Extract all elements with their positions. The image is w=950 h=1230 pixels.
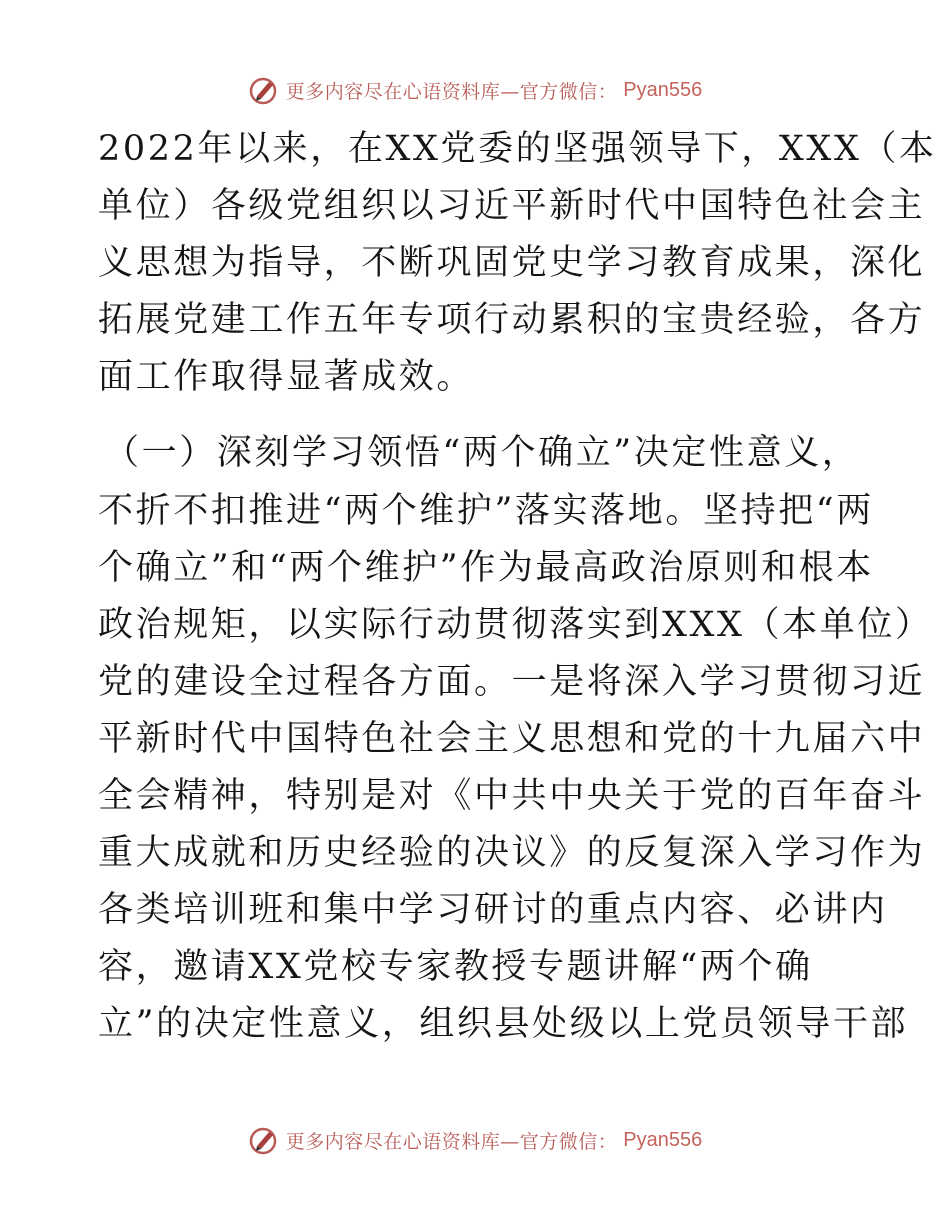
text-line: 拓展党建工作五年专项行动累积的宝贵经验，各方 [98, 300, 926, 340]
text-line: 立”的决定性意义，组织县处级以上党员领导干部 [98, 1004, 909, 1044]
text-line: 容，邀请XX党校专家教授专题讲解“两个确 [98, 947, 813, 987]
watermark-banner-top [0, 70, 950, 110]
text-line: 个确立”和“两个维护”作为最高政治原则和根本 [98, 548, 874, 588]
pen-logo-icon [248, 74, 280, 106]
text-line: 全会精神，特别是对《中共中央关于党的百年奋斗 [98, 776, 926, 816]
watermark-banner-bottom [0, 1120, 950, 1160]
watermark-text: 更多内容尽在心语资料库—官方微信： [285, 1130, 618, 1153]
watermark-wechat-id: Pyan556 [623, 78, 703, 101]
text-line: 不折不扣推进“两个维护”落实落地。坚持把“两 [98, 491, 874, 531]
text-line: 各类培训班和集中学习研讨的重点内容、必讲内 [98, 890, 888, 930]
watermark-wechat-id: Pyan556 [623, 1128, 703, 1151]
text-line: 面工作取得显著成效。 [98, 357, 475, 397]
text-line: 党的建设全过程各方面。一是将深入学习贯彻习近 [98, 662, 926, 702]
text-line: 2022年以来，在XX党委的坚强领导下，XXX（本 [98, 129, 937, 169]
section-heading-line: （一）深刻学习领悟“两个确立”决定性意义， [104, 433, 860, 473]
text-line: 义思想为指导，不断巩固党史学习教育成果，深化 [98, 243, 926, 283]
text-line: 政治规矩，以实际行动贯彻落实到XXX（本单位） [98, 605, 933, 645]
watermark-text: 更多内容尽在心语资料库—官方微信： [285, 80, 618, 103]
text-line: 重大成就和历史经验的决议》的反复深入学习作为 [98, 833, 926, 873]
text-line: 平新时代中国特色社会主义思想和党的十九届六中 [98, 719, 926, 759]
text-line: 单位）各级党组织以习近平新时代中国特色社会主 [98, 186, 926, 226]
pen-logo-icon [248, 1124, 280, 1156]
